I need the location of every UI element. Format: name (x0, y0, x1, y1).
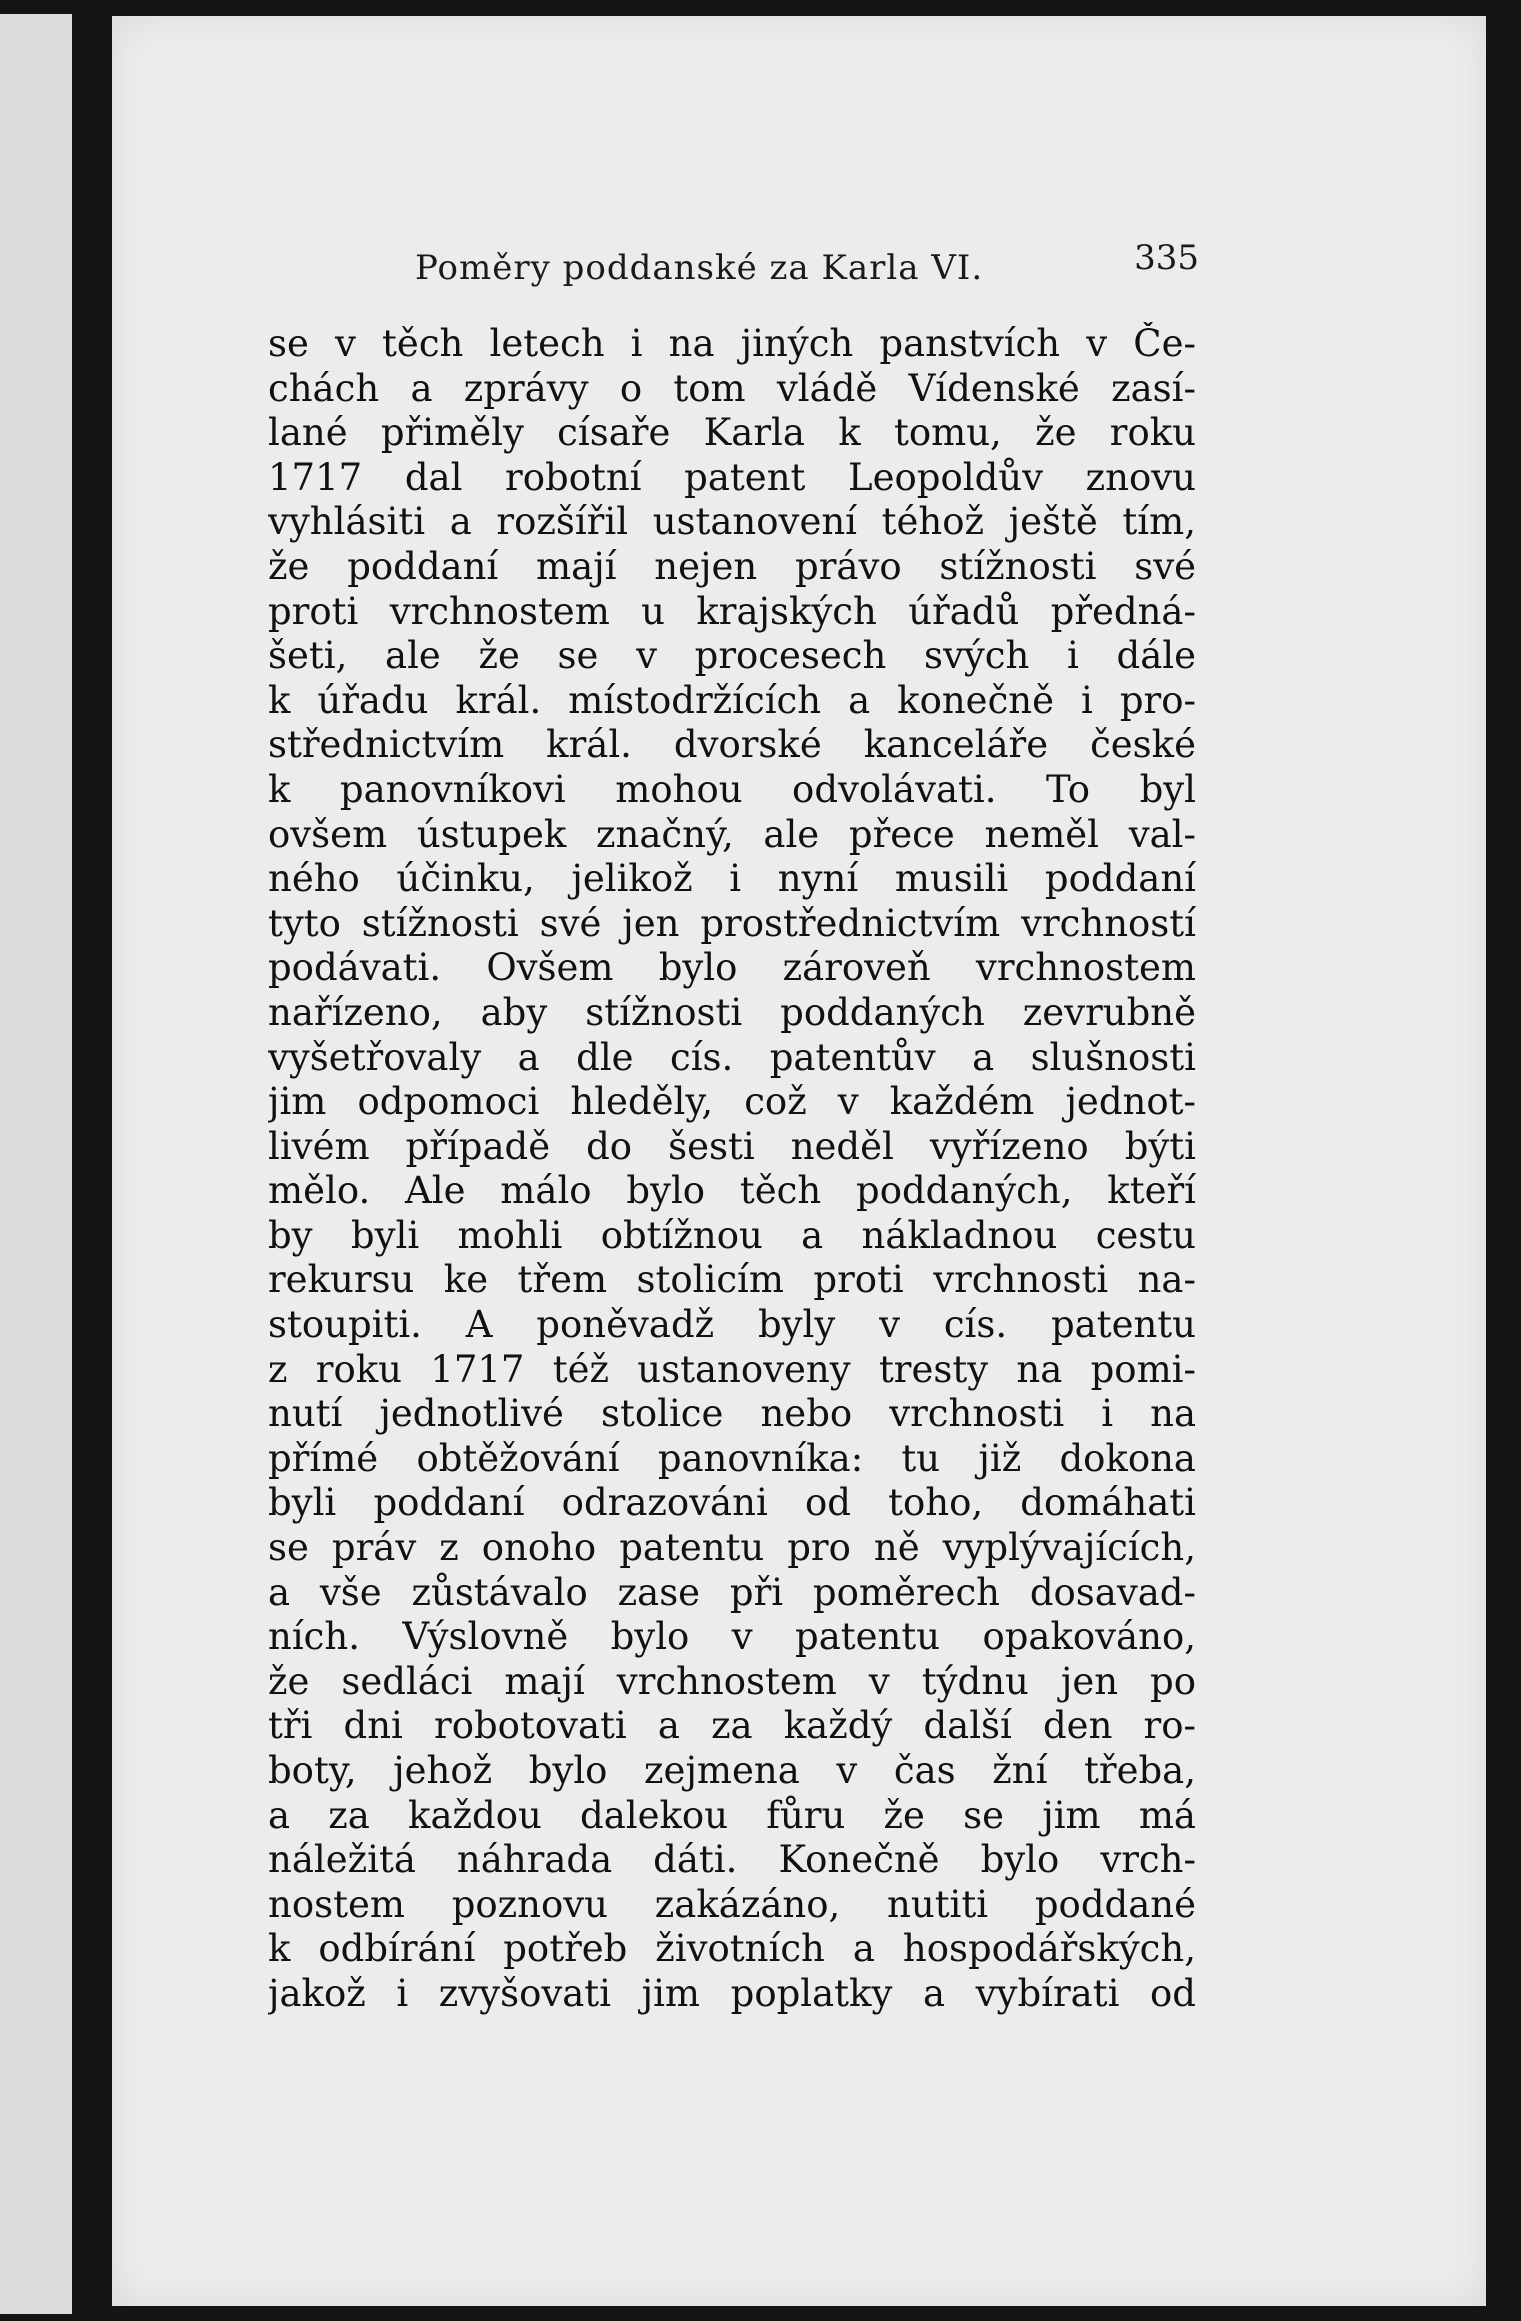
text-line: proti vrchnostem u krajských úřadů předná- (268, 589, 1196, 633)
text-line: byli poddaní odrazováni od toho, domáhati (268, 1481, 1196, 1525)
text-line: stoupiti. A poněvadž byly v cís. patentu (268, 1303, 1196, 1347)
running-title: Poměry poddanské za Karla VI. (415, 248, 984, 288)
text-line: se práv z onoho patentu pro ně vyplývajících, (268, 1526, 1196, 1570)
text-line: z roku 1717 též ustanoveny tresty na pomi- (268, 1347, 1196, 1391)
page-number: 335 (1134, 238, 1199, 278)
text-line: ného účinku, jelikož i nyní musili poddaní (268, 857, 1196, 901)
body-text (268, 322, 1196, 2015)
text-line: vyšetřovaly a dle cís. patentův a slušnosti (268, 1035, 1196, 1079)
text-line: tři dni robotovati a za každý další den ro- (268, 1704, 1196, 1748)
text-line: ovšem ústupek značný, ale přece neměl val- (268, 812, 1196, 856)
text-line: lané přiměly císaře Karla k tomu, že roku (268, 411, 1196, 455)
text-line: tyto stížnosti své jen prostřednictvím vrchností (268, 901, 1196, 945)
text-line: ních. Výslovně bylo v patentu opakováno, (268, 1615, 1196, 1659)
facing-page-edge (0, 14, 72, 2314)
text-line: šeti, ale že se v procesech svých i dále (268, 634, 1196, 678)
text-line: střednictvím král. dvorské kanceláře české (268, 723, 1196, 767)
text-line: boty, jehož bylo zejmena v čas žní třeba, (268, 1749, 1196, 1792)
text-line: podávati. Ovšem bylo zároveň vrchnostem (268, 946, 1196, 990)
text-line: rekursu ke třem stolicím proti vrchnosti na- (268, 1258, 1196, 1302)
text-line: chách a zprávy o tom vládě Vídenské zasí- (268, 366, 1196, 410)
running-header (305, 234, 1207, 294)
text-line: nutí jednotlivé stolice nebo vrchnosti i na (268, 1392, 1196, 1436)
text-line: a za každou dalekou fůru že se jim má (268, 1793, 1196, 1837)
text-line: k úřadu král. místodržících a konečně i pro- (268, 678, 1196, 722)
text-line: jakož i zvyšovati jim poplatky a vybírati od (268, 1971, 1196, 2015)
text-line: nařízeno, aby stížnosti poddaných zevrubně (268, 990, 1196, 1034)
text-line: livém případě do šesti neděl vyřízeno býti (268, 1124, 1196, 1168)
text-line: se v těch letech i na jiných panstvích v Če- (268, 322, 1196, 365)
text-line: jim odpomoci hleděly, což v každém jednot- (268, 1080, 1196, 1124)
text-line: náležitá náhrada dáti. Konečně bylo vrch- (268, 1838, 1196, 1882)
text-line: že poddaní mají nejen právo stížnosti své (268, 544, 1196, 588)
text-line: k odbírání potřeb životních a hospodářských, (268, 1927, 1196, 1971)
text-line: k panovníkovi mohou odvolávati. To byl (268, 767, 1196, 811)
text-line: a vše zůstávalo zase při poměrech dosavad- (268, 1570, 1196, 1614)
text-line: nostem poznovu zakázáno, nutiti poddané (268, 1882, 1196, 1926)
text-line: 1717 dal robotní patent Leopoldův znovu (268, 455, 1196, 499)
text-line: vyhlásiti a rozšířil ustanovení téhož ještě tím, (268, 500, 1196, 544)
text-line: přímé obtěžování panovníka: tu již dokona (268, 1436, 1196, 1480)
text-line: že sedláci mají vrchnostem v týdnu jen po (268, 1659, 1196, 1703)
text-line: by byli mohli obtížnou a nákladnou cestu (268, 1213, 1196, 1257)
text-line: mělo. Ale málo bylo těch poddaných, kteří (268, 1169, 1196, 1213)
